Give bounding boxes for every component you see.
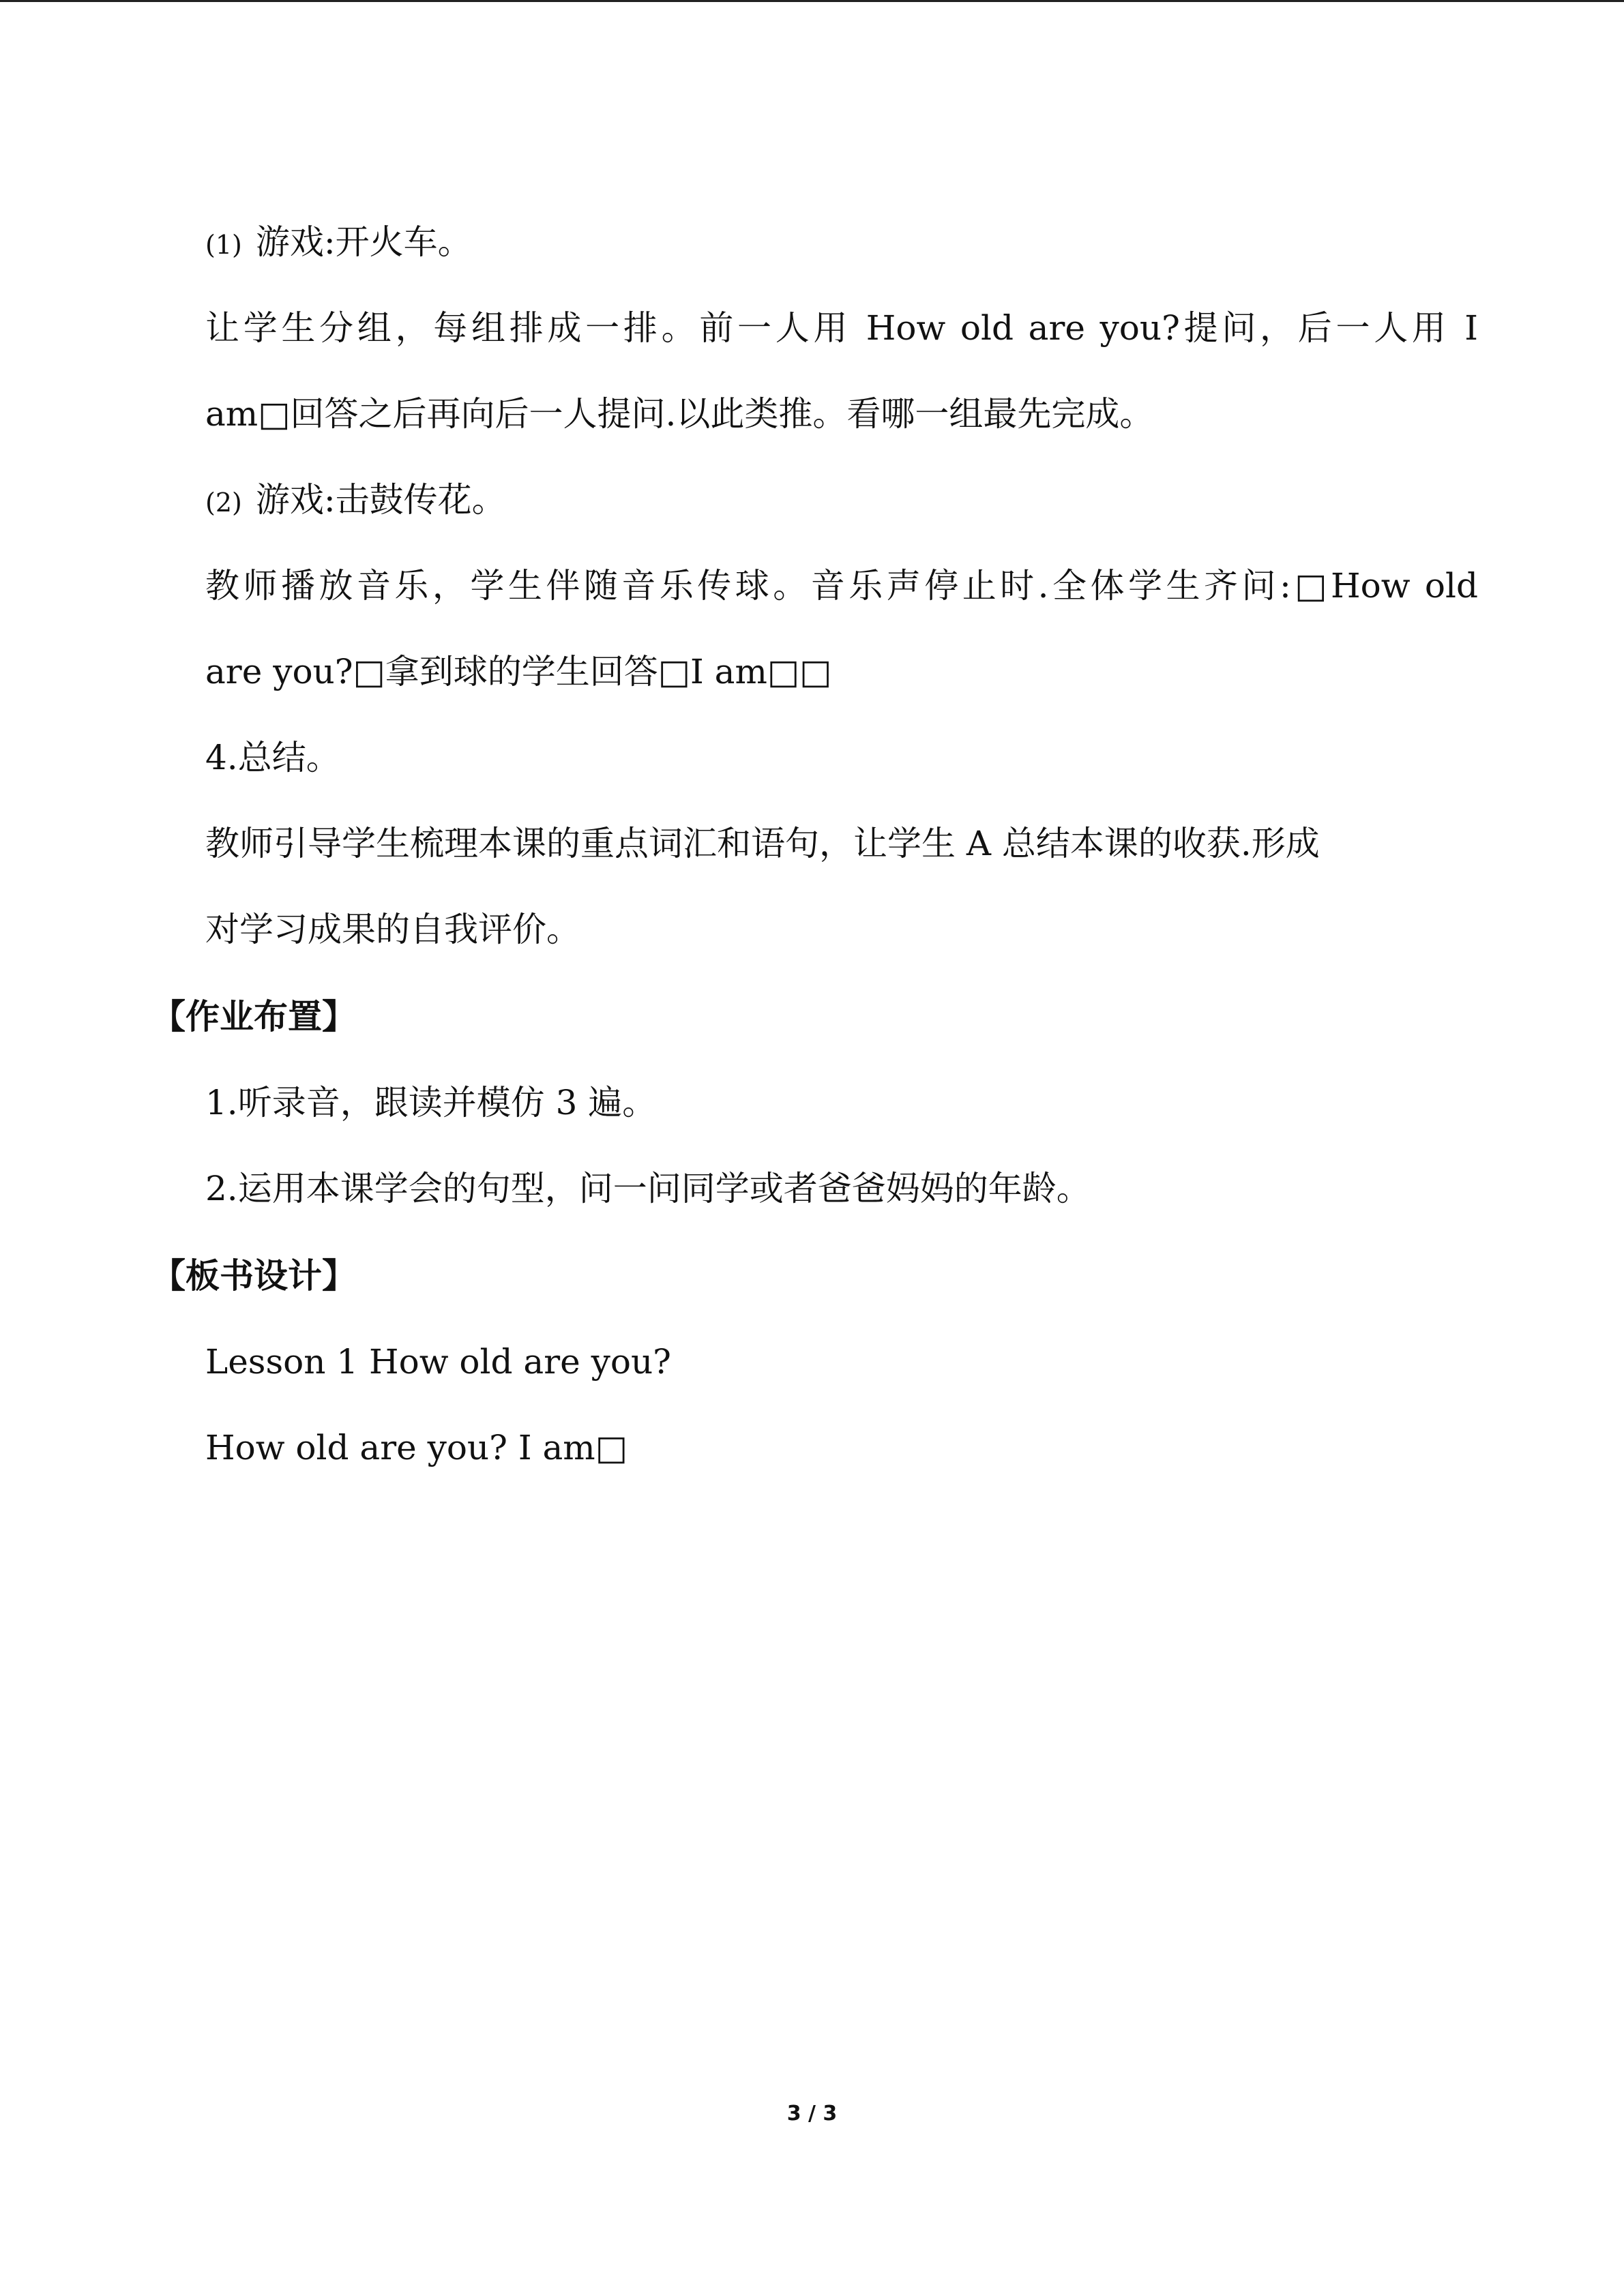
game2-title: 游戏:击鼓传花。 [255, 480, 506, 520]
game1-title: 游戏:开火车。 [255, 222, 472, 262]
game1-description-line-1: 让学生分组，每组排成一排。前一人用 How old are you?提问，后一人用 I [205, 308, 1478, 348]
game1-number: (1) [205, 230, 242, 260]
board-design-heading: 【板书设计】 [151, 1256, 356, 1296]
homework-heading: 【作业布置】 [151, 997, 356, 1037]
game2-title-line [205, 479, 506, 523]
game1-description-line-2: am□回答之后再向后一人提问.以此类推。看哪一组最先完成。 [205, 394, 1154, 434]
game2-description-line-2: are you?□拿到球的学生回答□I am□□ [205, 652, 832, 691]
game1-title-line [205, 222, 472, 265]
game2-description-line-1: 教师播放音乐，学生伴随音乐传球。音乐声停止时.全体学生齐问:□How old [205, 566, 1478, 606]
homework-item-1: 1.听录音，跟读并模仿 3 遍。 [205, 1083, 657, 1122]
homework-item-2: 2.运用本课学会的句型，问一问同学或者爸爸妈妈的年龄。 [205, 1169, 1091, 1208]
summary-title: 4.总结。 [205, 738, 340, 777]
summary-description-line-1: 教师引导学生梳理本课的重点词汇和语句，让学生 A 总结本课的收获.形成 [205, 824, 1320, 863]
board-line-1: Lesson 1 How old are you? [205, 1342, 671, 1382]
page-number: 3 / 3 [786, 2102, 838, 2126]
game2-number: (2) [205, 488, 242, 518]
board-line-2: How old are you? I am□ [205, 1428, 628, 1467]
summary-description-line-2: 对学习成果的自我评价。 [205, 910, 580, 949]
